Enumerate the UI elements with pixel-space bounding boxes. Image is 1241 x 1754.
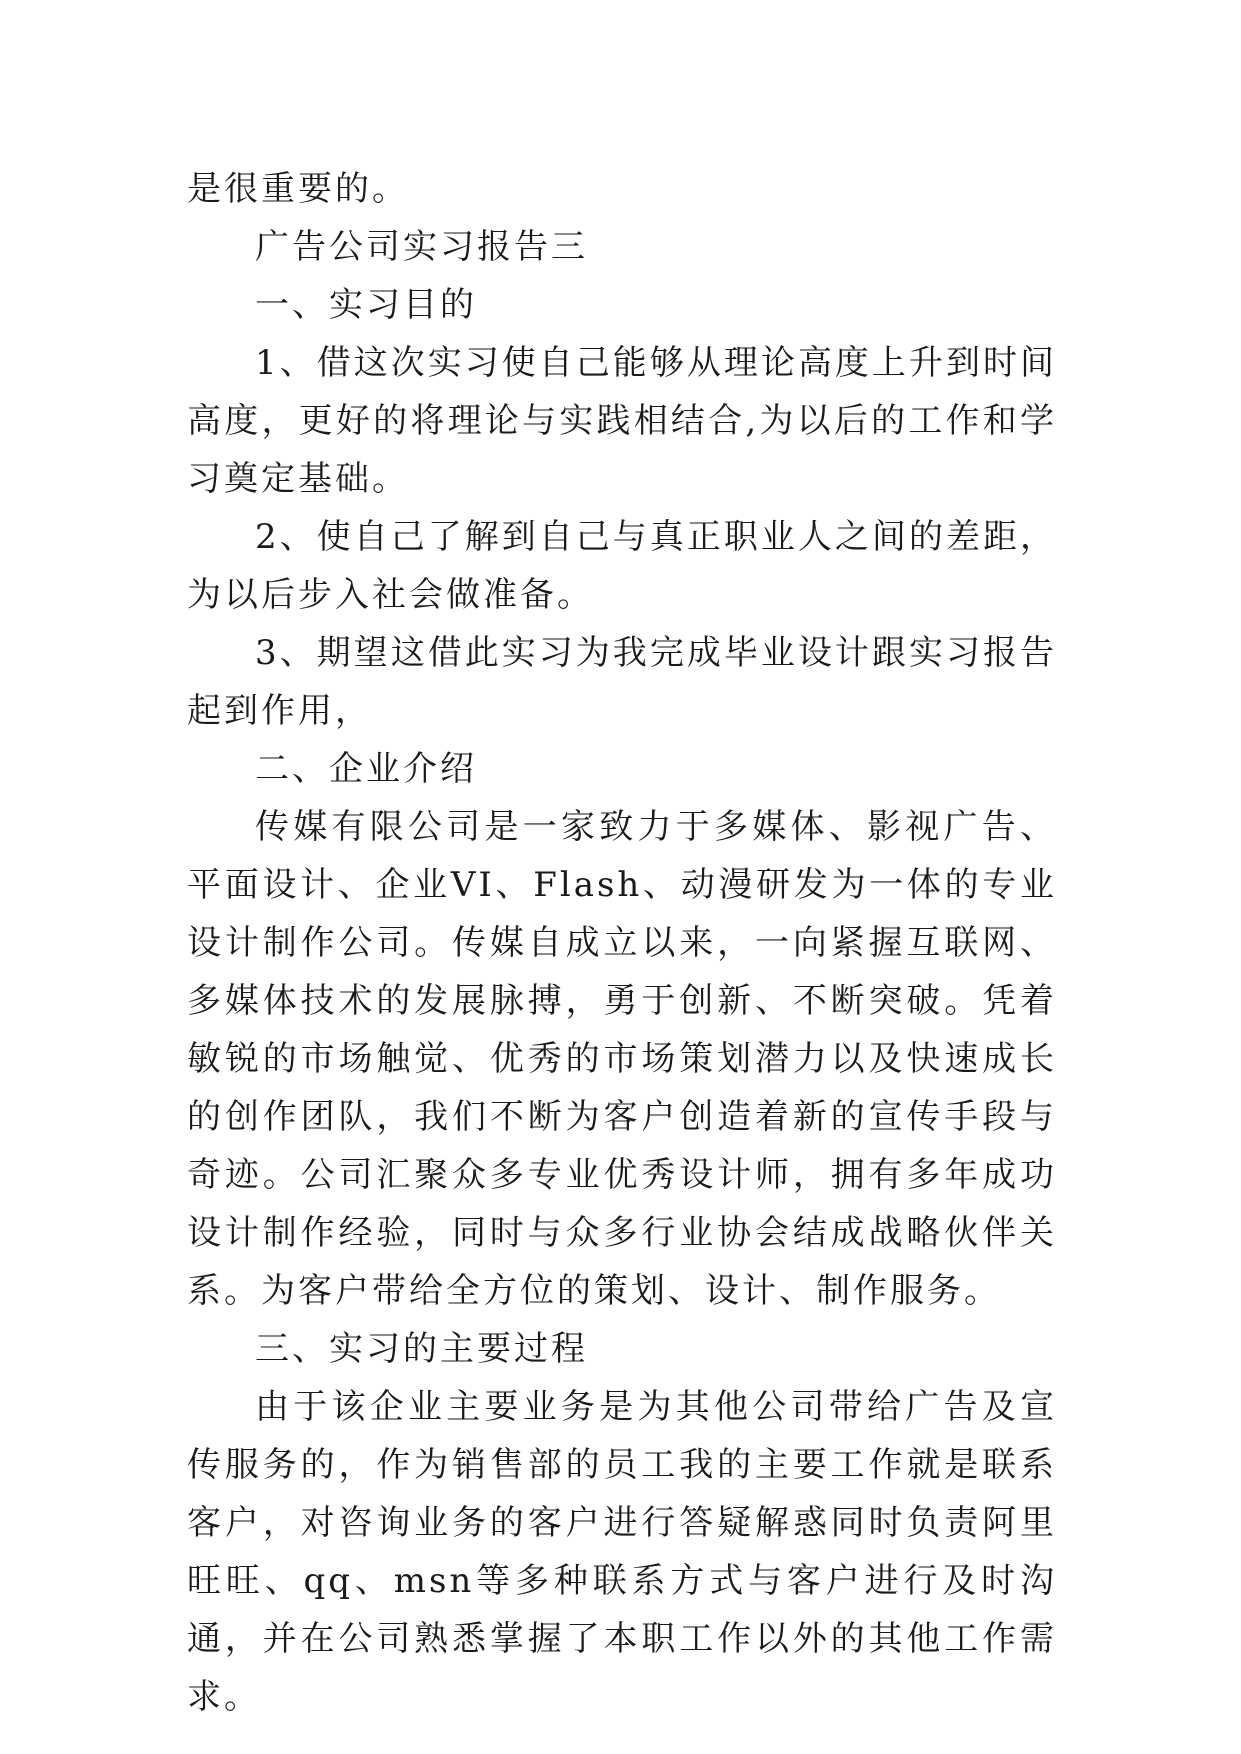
paragraph-continuation: 是很重要的。 [187,169,409,209]
purpose-item-1: 1、借这次实习使自己能够从理论高度上升到时间高度，更好的将理论与实践相结合,为以后的工作和学习奠定基础。 [187,343,1057,499]
heading-company-intro: 二、企业介绍 [255,749,477,789]
purpose-item-2: 2、使自己了解到自己与真正职业人之间的差距，为以后步入社会做准备。 [187,517,1057,615]
purpose-item-3: 3、期望这借此实习为我完成毕业设计跟实习报告起到作用， [187,633,1057,731]
document-body [187,160,1057,1726]
heading-internship-purpose: 一、实习目的 [255,285,477,325]
heading-main-process: 三、实习的主要过程 [255,1329,588,1369]
main-process-paragraph: 由于该企业主要业务是为其他公司带给广告及宣传服务的，作为销售部的员工我的主要工作就是联系客户，对咨询业务的客户进行答疑解惑同时负责阿里旺旺、qq、msn等多种联系方式与客户进行及时沟通，并在公司熟悉掌握了本职工作以外的其他工作需求。 [187,1387,1057,1717]
section-title: 广告公司实习报告三 [255,227,588,267]
company-intro-paragraph: 传媒有限公司是一家致力于多媒体、影视广告、平面设计、企业VI、Flash、动漫研发为一体的专业设计制作公司。传媒自成立以来，一向紧握互联网、多媒体技术的发展脉搏，勇于创新、不断突破。凭着敏锐的市场触觉、优秀的市场策划潜力以及快速成长的创作团队，我们不断为客户创造着新的宣传手段与奇迹。公司汇聚众多专业优秀设计师，拥有多年成功设计制作经验，同时与众多行业协会结成战略伙伴关系。为客户带给全方位的策划、设计、制作服务。 [187,807,1057,1311]
